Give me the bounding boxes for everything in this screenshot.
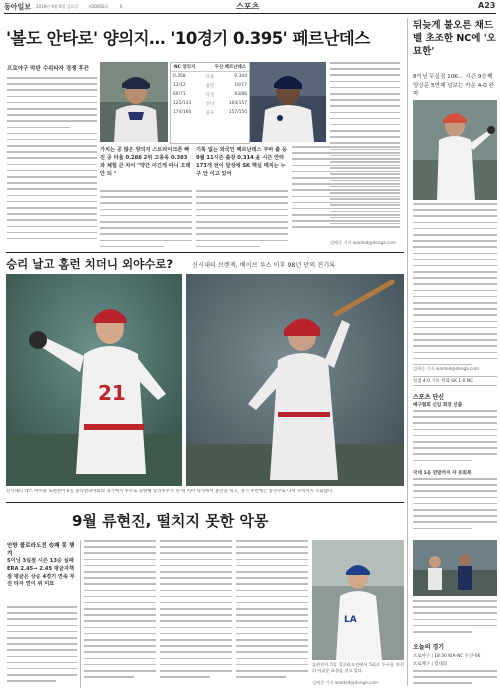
bottom-col-rule-1 (80, 540, 81, 688)
stat-table-title-left: NC 양의지 (174, 65, 196, 70)
side-subheadline: 8이닝 무실점 10K… 시즌 9승째 양상문 5연패 넘보는 카운 4-0 완파 (413, 74, 495, 97)
table-row: 174/160 출루 157/150 (173, 110, 247, 116)
side-byline: 김배중 기자 wanted@donga.com (413, 366, 479, 371)
right-box2-title: 오늘의 경기 (413, 644, 445, 651)
right-box1-text-3 (413, 600, 497, 638)
feature-subhead: 신시내티 브렌젝, 베이브 루스 이후 98년 만의 진기록 (192, 262, 336, 269)
masthead-issue: 제30050호 (88, 4, 109, 9)
bottom-text-col4 (236, 540, 308, 688)
bottom-kicker: 안방 콜로라도전 승패 못 챙겨 (7, 543, 75, 557)
table-row: 13/12 홈런 16/17 (173, 83, 247, 89)
right-column-rule (407, 18, 408, 686)
main-article-text-col5 (292, 146, 400, 238)
stat-table-title-right: 두산 페르난데스 (214, 65, 246, 70)
table-row: 125/133 안타 164/157 (173, 101, 247, 107)
right-box1-item-1: 배구협회 신임 회장 선출 (413, 403, 463, 408)
main-byline: 김배중 기자 wanted@donga.com (330, 240, 396, 245)
svg-text:21: 21 (98, 381, 126, 405)
bottom-byline: 김배중 기자 wanted@donga.com (312, 680, 378, 685)
pull-quote-fernandez: 기록 없는 외국인 페르난데스 쿠바 출 등 9월 11시즌 출장 0.314 윤 시즌 안타 173개 전이 달성에 SK 핵심 매치는 누구 안 이고 있어 (196, 147, 288, 177)
side-headline: 뒤늦게 불오른 채드벨 초조한 NC에 '오묘한' (413, 20, 496, 57)
chad-bell-photo (413, 100, 497, 200)
masthead-rule (4, 13, 496, 14)
main-article-text-col2 (100, 190, 192, 252)
right-box1-item-2: 국대 1공 연말까지 자 유회복 (413, 471, 472, 476)
masthead-paper-name: 동아일보 (4, 3, 32, 11)
main-article-text-col3 (196, 190, 288, 252)
right-box2-item-2: 프로배구 | 컵대회 (413, 662, 447, 667)
table-row: 0.358 타율 0.344 (173, 74, 247, 80)
feature-headline: 승리 날고 홈런 치더니 외야수로? (6, 257, 174, 271)
right-small-photo (413, 540, 497, 596)
masthead-date: 2019년 9월 6일 금요일 (36, 4, 79, 9)
bottom-headline: 9월 류현진, 떨치지 못한 악몽 (72, 512, 269, 530)
table-row: 66/71 타점 83/86 (173, 92, 247, 98)
bottom-text-col3 (160, 540, 232, 688)
right-box1-text-2 (413, 478, 497, 536)
ryu-photo-caption: 류현진이 5일 콜로라도전에서 5회초 투구를 마친 뒤 아쉬운 표정을 짓고 있다. (312, 662, 404, 673)
lorenzen-pitching-photo (6, 274, 182, 486)
ryu-hyun-jin-photo (312, 540, 404, 660)
main-kicker: 프로야구 막판 수위타자 경쟁 후끈 (7, 66, 90, 72)
bottom-subhead: 5이닝 3실점 시즌 13승 실패 ERA 2.45→ 2.45 평균자책점 평균은 상승 4경기 연속 부진 타자 연이 위 미묘 (7, 558, 75, 588)
bottom-text-col1 (7, 606, 77, 688)
yang-eui-ji-photo (100, 62, 168, 142)
stat-table (170, 62, 250, 144)
divider-feature (6, 502, 404, 503)
main-headline: '볼도 안타로' 양의지… '10경기 0.395' 페르난데스 (6, 29, 370, 48)
side-line-score: 실점 4-0 기록 한화 SK 1-0 NC (413, 376, 497, 386)
masthead-page-number: A23 (478, 1, 496, 10)
lorenzen-batting-photo (186, 274, 404, 486)
svg-text:LA: LA (344, 615, 357, 625)
divider-main (6, 252, 404, 253)
masthead-section: 스포츠 (236, 2, 260, 11)
pull-quote-yang: 가치는 공 많은 양의지 스트라이크존 빠진 공 타율 0.288 2위 고종욱 0.383과 체험 큰 차이 "약간 이긴게 아니 오래 안 되 " (100, 147, 191, 177)
main-article-text-col1 (7, 77, 97, 252)
feature-photo-caption: 신시내티 레즈 마이클 로렌젠이 6일 필라델피아와의 경기에서 투수로 등판해 승리투수가 된 데 이어 타석에서 홈런을 치고, 경기 후반에는 중견수로 나서 수비까지 소화했다. (6, 489, 334, 494)
bottom-text-col2 (84, 540, 156, 688)
right-box1-title: 스포츠 단신 (413, 394, 445, 401)
side-article-text (413, 203, 497, 393)
fernandez-photo (250, 62, 326, 142)
right-box2-item-1: 프로야구 | 18:30 KIA-NC 두산-SK (413, 654, 481, 659)
right-box1-text-1 (413, 410, 497, 468)
masthead-edition: 6 (120, 4, 123, 9)
right-box2-text (413, 670, 497, 688)
